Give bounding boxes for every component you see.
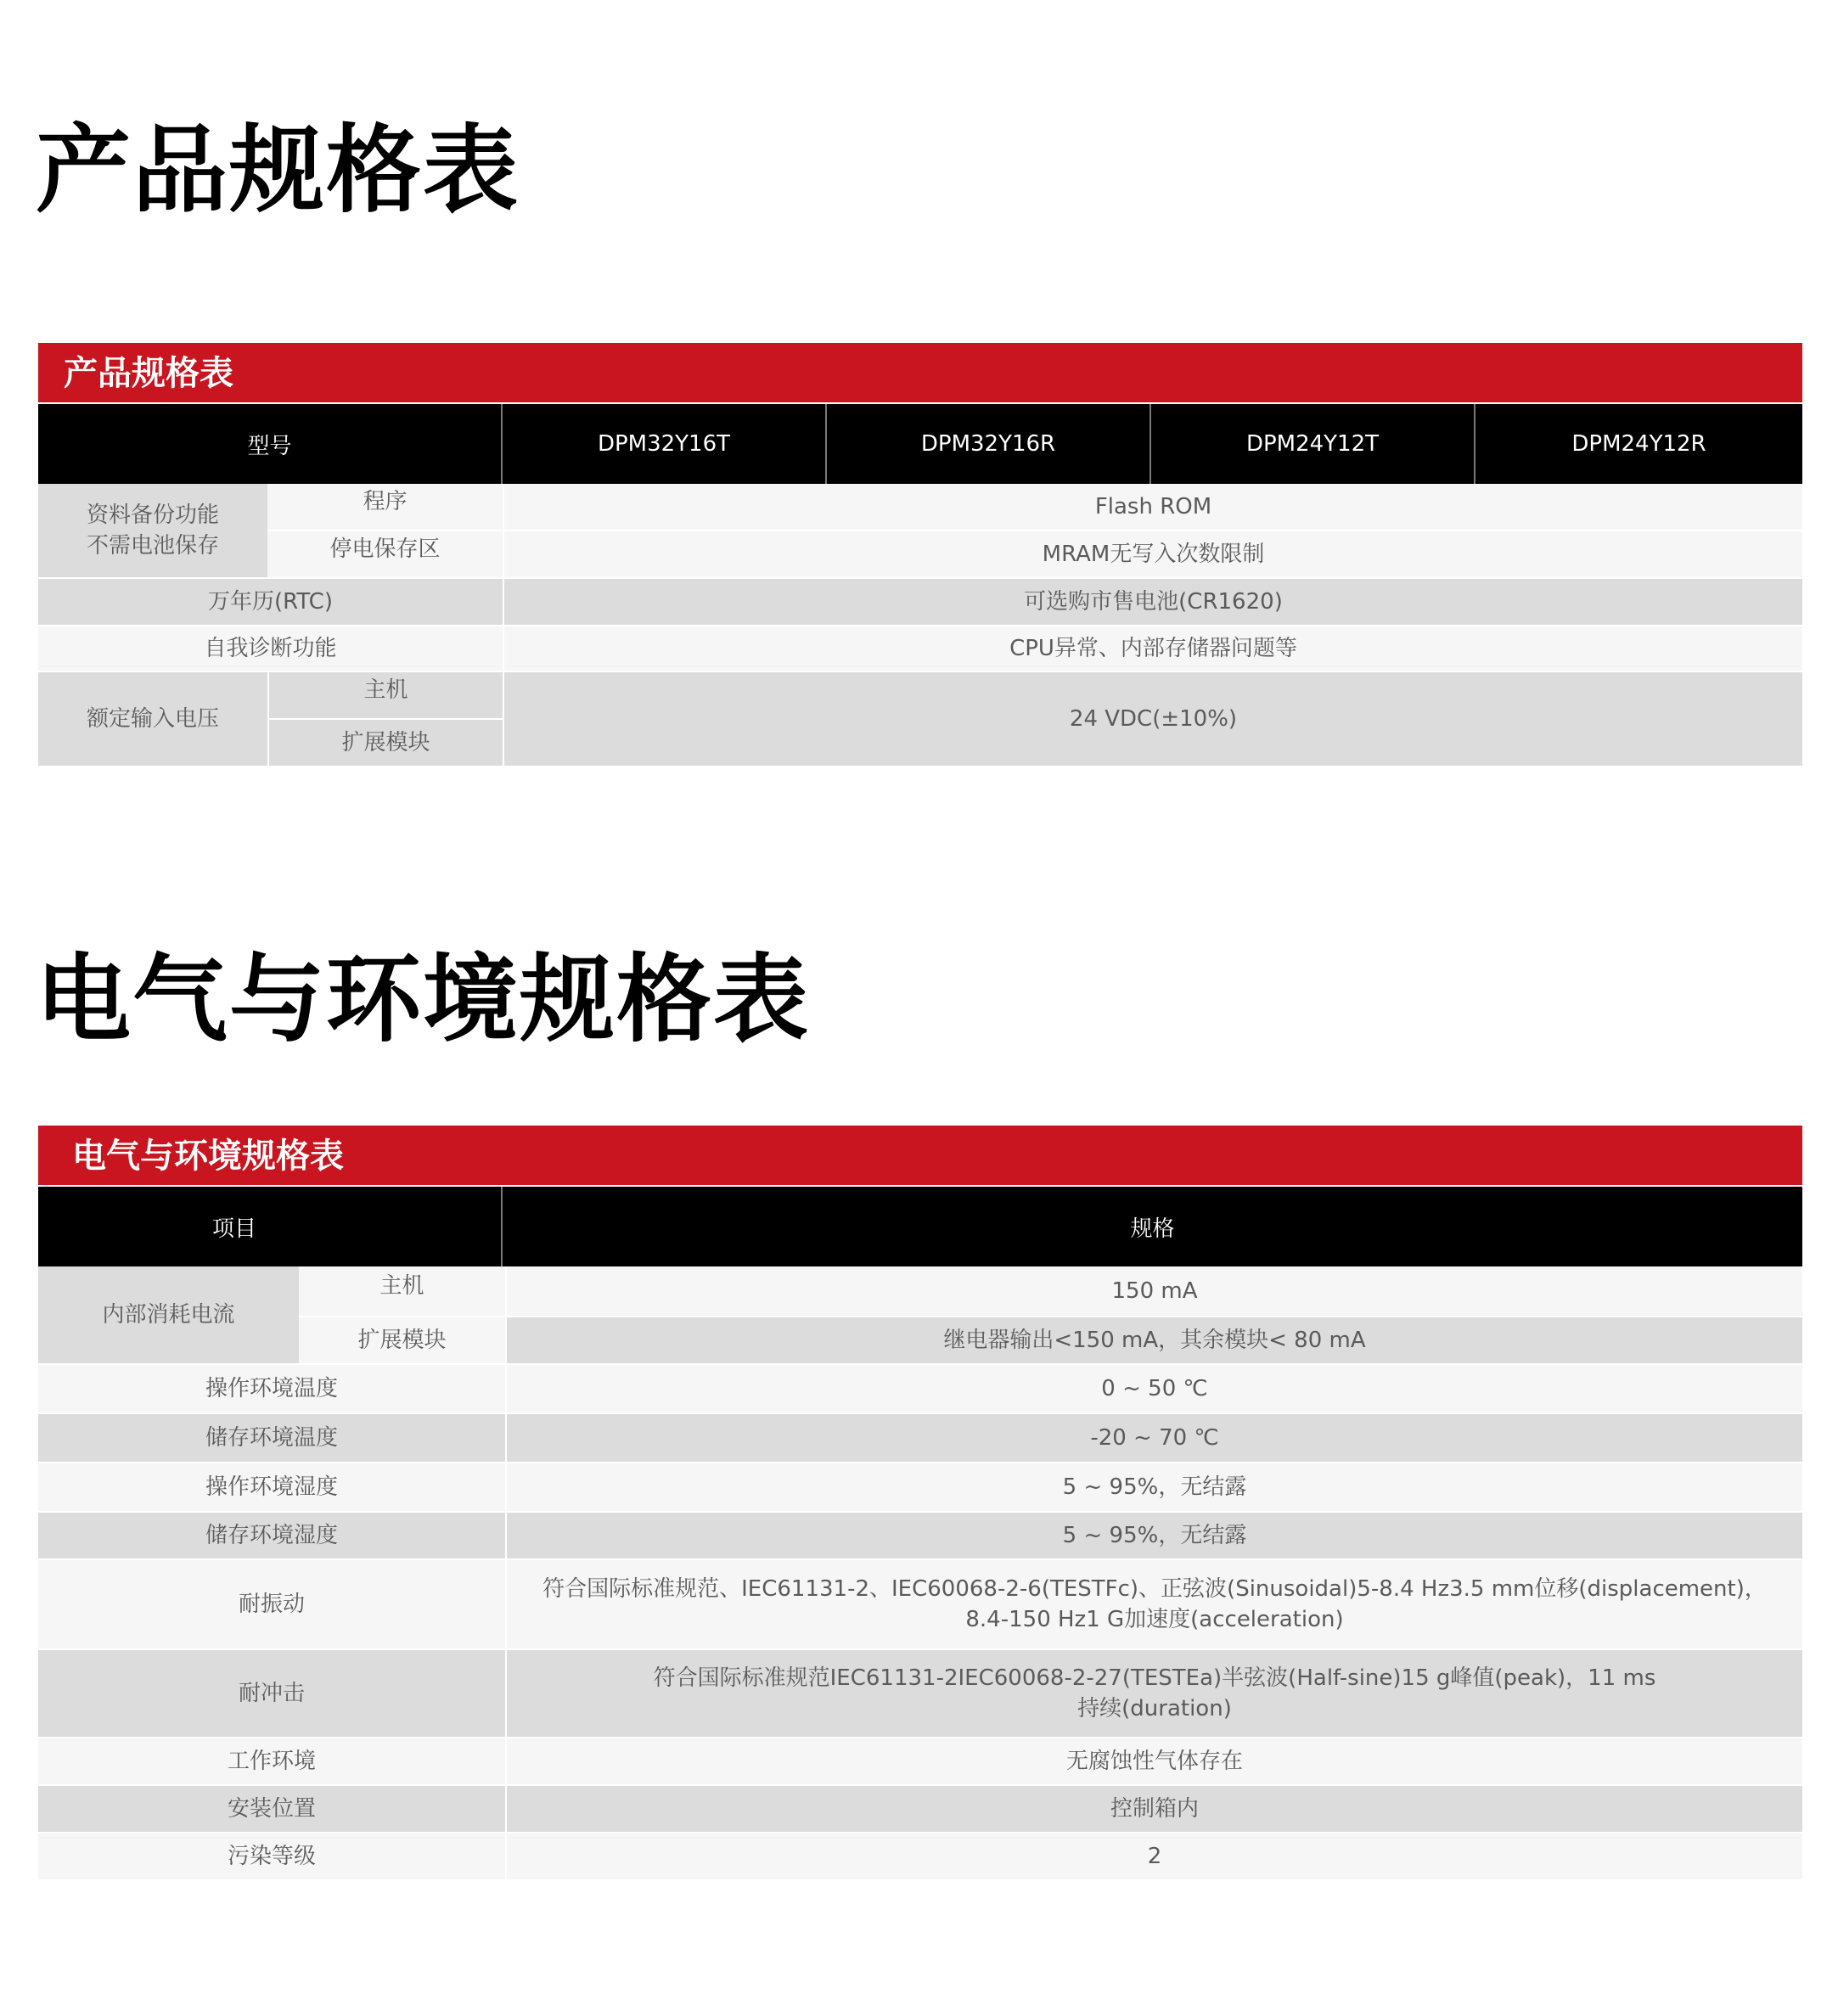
spec-row-label: 工作环境 [38,1737,505,1784]
spec-row-label: 耐振动 [38,1558,505,1648]
spec-row-value: 无腐蚀性气体存在 [505,1737,1802,1784]
retention-label: 停电保存区 [267,530,503,577]
current-expansion-label: 扩展模块 [299,1316,505,1363]
retention-value: MRAM无写入次数限制 [503,530,1802,577]
env-spec-title-bar: 电气与环境规格表 [38,1126,1802,1187]
memory-backup-group-label [38,484,267,577]
model-header-label: 型号 [38,404,503,484]
page-title-product-spec: 产品规格表 [36,115,520,226]
current-host-value: 150 mA [505,1266,1802,1316]
spec-row-value: 2 [505,1832,1802,1879]
model-header-cell: DPM32Y16T [503,404,827,484]
spec-row-value: 控制箱内 [505,1784,1802,1832]
spec-row-value: 符合国际标准规范、IEC61131-2、IEC60068-2-6(TESTFc)、正弦波(Sinusoidal)5-8.4 Hz3.5 mm位移(displacement)，8.4-150 Hz1 G加速度(acceleration) [505,1558,1802,1648]
rtc-value: 可选购市售电池(CR1620) [503,577,1802,625]
program-value: Flash ROM [503,484,1802,530]
voltage-expansion-label: 扩展模块 [267,718,503,766]
spec-row-label: 储存环境温度 [38,1412,505,1462]
model-header-cell: DPM32Y16R [827,404,1151,484]
rtc-label: 万年历(RTC) [38,577,503,625]
voltage-host-label: 主机 [267,671,503,718]
memory-backup-group-text: 资料备份功能 不需电池保存 [86,503,219,559]
spec-row-label: 储存环境湿度 [38,1511,505,1558]
spec-row-label: 耐冲击 [38,1648,505,1737]
product-spec-header-row [38,404,1802,484]
spec-row-value: 符合国际标准规范IEC61131-2IEC60068-2-27(TESTEa)半弦波(Half-sine)15 g峰值(peak)，11 ms持续(duration) [505,1648,1802,1737]
spec-row-label: 污染等级 [38,1832,505,1879]
self-diagnosis-value: CPU异常、内部存储器问题等 [503,625,1802,671]
spec-row-label: 操作环境湿度 [38,1462,505,1511]
spec-row-label: 操作环境温度 [38,1363,505,1412]
rated-voltage-group-label: 额定输入电压 [38,671,267,766]
page-title-env-spec: 电气与环境规格表 [36,945,810,1055]
rated-voltage-value: 24 VDC(±10%) [503,671,1802,766]
current-expansion-value: 继电器输出<150 mA，其余模块< 80 mA [505,1316,1802,1363]
spec-row-value: 5 ~ 95%，无结露 [505,1511,1802,1558]
spec-row-value: -20 ~ 70 ℃ [505,1412,1802,1462]
program-label: 程序 [267,484,503,530]
env-spec-table [38,1126,1802,1879]
spec-row-label: 安装位置 [38,1784,505,1832]
product-spec-title-bar: 产品规格表 [38,343,1802,404]
model-header-cell: DPM24Y12T [1151,404,1475,484]
current-host-label: 主机 [299,1266,505,1316]
product-spec-table [38,343,1802,766]
env-spec-header-row [38,1187,1802,1266]
self-diagnosis-label: 自我诊断功能 [38,625,503,671]
spec-row-value: 0 ~ 50 ℃ [505,1363,1802,1412]
item-header-label: 项目 [38,1187,503,1266]
spec-header-label: 规格 [1130,1216,1175,1242]
model-header-cell: DPM24Y12R [1571,431,1706,457]
current-consumption-group-label: 内部消耗电流 [38,1266,299,1363]
spec-row-value: 5 ~ 95%，无结露 [505,1462,1802,1511]
